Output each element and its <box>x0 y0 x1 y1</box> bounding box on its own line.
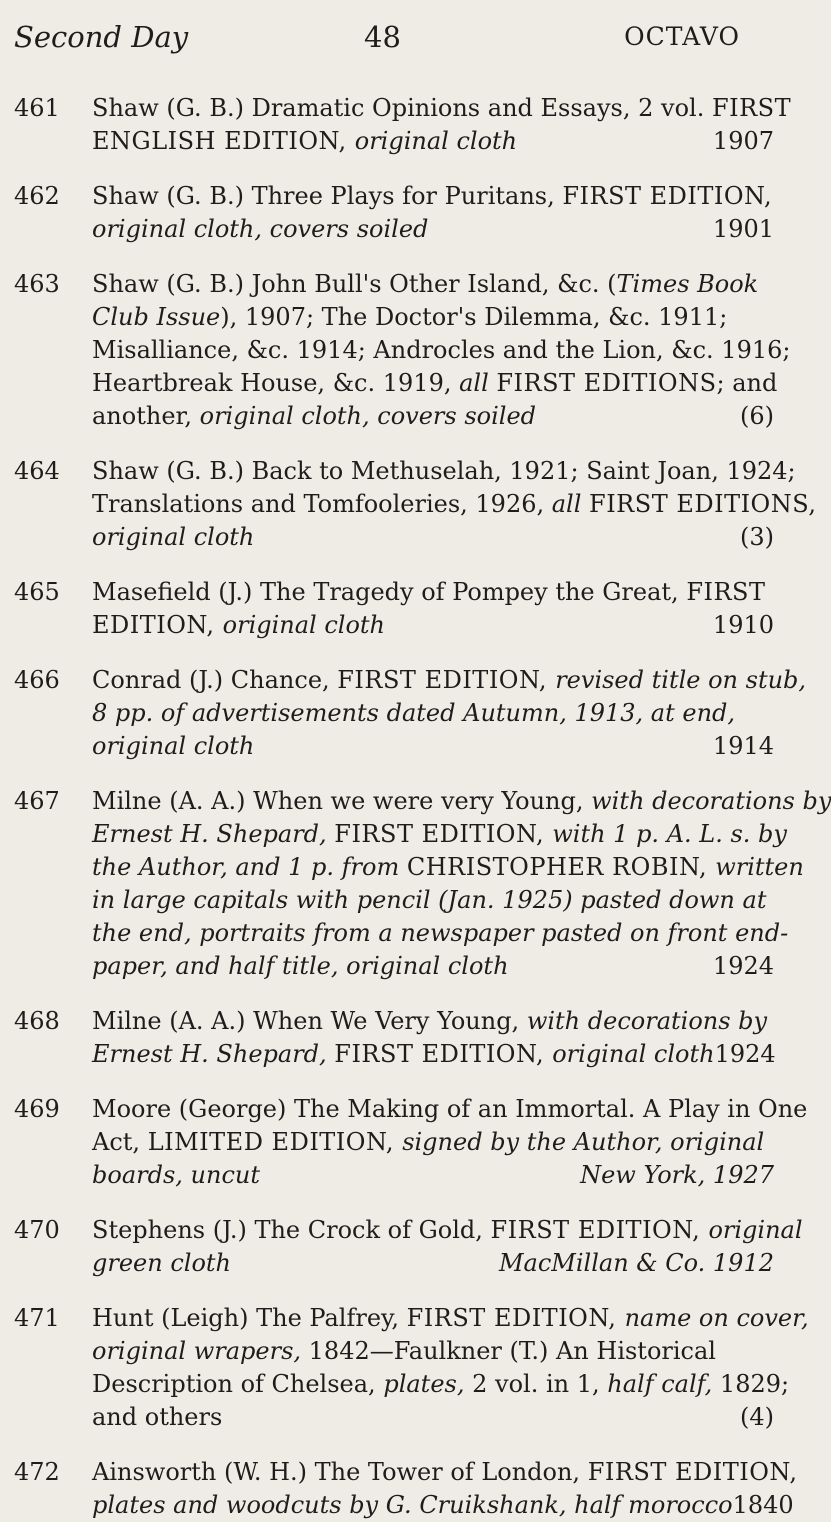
lot-entry <box>14 1214 803 1280</box>
lot-date: (4) <box>740 1403 774 1431</box>
lot-entry <box>14 455 817 554</box>
lot-entry <box>14 180 774 246</box>
lot-date: 1914 <box>712 732 774 760</box>
lot-number: 461 <box>14 94 60 122</box>
lot-date: (6) <box>740 402 774 430</box>
lot-entry <box>14 785 831 983</box>
format-heading: OCTAVO <box>624 22 740 51</box>
lot-list <box>14 92 831 1522</box>
page-header <box>14 20 740 60</box>
lot-entry <box>14 1456 798 1522</box>
lot-description: Shaw (G. B.) Back to Methuselah, 1921; Saint Joan, 1924; Translations and Tomfooleries, 1926, all FIRST EDITIONS, original cloth (3) <box>92 455 774 554</box>
lot-number: 471 <box>14 1304 60 1332</box>
lot-number: 465 <box>14 578 60 606</box>
lot-entry <box>14 576 774 642</box>
lot-description: Shaw (G. B.) John Bull's Other Island, &c. (Times Book Club Issue), 1907; The Doctor's Dilemma, &c. 1911; Misalliance, &c. 1914; Androcles and the Lion, &c. 1916; Heartbreak House, &c. 1919, all FIRST EDITIONS; and another, original cloth, covers soiled (6) <box>92 268 774 433</box>
lot-entry <box>14 1302 809 1434</box>
lot-date: 1840 <box>732 1491 794 1519</box>
lot-description: Stephens (J.) The Crock of Gold, FIRST EDITION, original green cloth MacMillan & Co. 1912 <box>92 1214 774 1280</box>
lot-number: 463 <box>14 270 60 298</box>
lot-description: Hunt (Leigh) The Palfrey, FIRST EDITION, name on cover, original wrapers, 1842—Faulkner (T.) An Historical Description of Chelsea, plates, 2 vol. in 1, half calf, 1829; and others (4) <box>92 1302 774 1434</box>
lot-description: Conrad (J.) Chance, FIRST EDITION, revised title on stub, 8 pp. of advertisements dated Autumn, 1913, at end, original cloth 1914 <box>92 664 774 763</box>
lot-number: 470 <box>14 1216 60 1244</box>
lot-entry <box>14 1005 774 1071</box>
lot-number: 468 <box>14 1007 60 1035</box>
lot-date: New York, 1927 <box>580 1161 774 1189</box>
lot-number: 462 <box>14 182 60 210</box>
lot-entry <box>14 1093 808 1192</box>
lot-entry <box>14 268 791 433</box>
lot-number: 466 <box>14 666 60 694</box>
lot-date: 1910 <box>712 611 774 639</box>
lot-description: Ainsworth (W. H.) The Tower of London, FIRST EDITION, plates and woodcuts by G. Cruikshank, half morocco 1840 <box>92 1456 774 1522</box>
lot-date: 1924 <box>714 1040 776 1068</box>
lot-description: Shaw (G. B.) Dramatic Opinions and Essays, 2 vol. FIRST ENGLISH EDITION, original cloth 1907 <box>92 92 774 158</box>
day-heading: Second Day <box>14 20 189 54</box>
lot-entry <box>14 92 792 158</box>
lot-number: 464 <box>14 457 60 485</box>
page-number: 48 <box>364 20 401 54</box>
lot-description: Milne (A. A.) When we were very Young, with decorations by Ernest H. Shepard, FIRST EDITION, with 1 p. A. L. s. by the Author, and 1 p. from CHRISTOPHER ROBIN, written in large capitals with pencil (Jan. 1925) pasted down at the end, portraits from a newspaper pasted on front end- paper, and half title, original cloth 1924 <box>92 785 774 983</box>
lot-description: Masefield (J.) The Tragedy of Pompey the Great, FIRST EDITION, original cloth 1910 <box>92 576 774 642</box>
lot-number: 467 <box>14 787 60 815</box>
lot-date: MacMillan & Co. 1912 <box>498 1249 774 1277</box>
lot-entry <box>14 664 807 763</box>
lot-date: 1901 <box>712 215 774 243</box>
lot-description: Milne (A. A.) When We Very Young, with decorations by Ernest H. Shepard, FIRST EDITION, original cloth 1924 <box>92 1005 774 1071</box>
lot-number: 472 <box>14 1458 60 1486</box>
lot-date: (3) <box>740 523 774 551</box>
lot-description: Shaw (G. B.) Three Plays for Puritans, FIRST EDITION, original cloth, covers soiled 1901 <box>92 180 774 246</box>
lot-date: 1924 <box>712 952 774 980</box>
lot-description: Moore (George) The Making of an Immortal. A Play in One Act, LIMITED EDITION, signed by the Author, original boards, uncut New York, 1927 <box>92 1093 774 1192</box>
lot-number: 469 <box>14 1095 60 1123</box>
lot-date: 1907 <box>712 127 774 155</box>
